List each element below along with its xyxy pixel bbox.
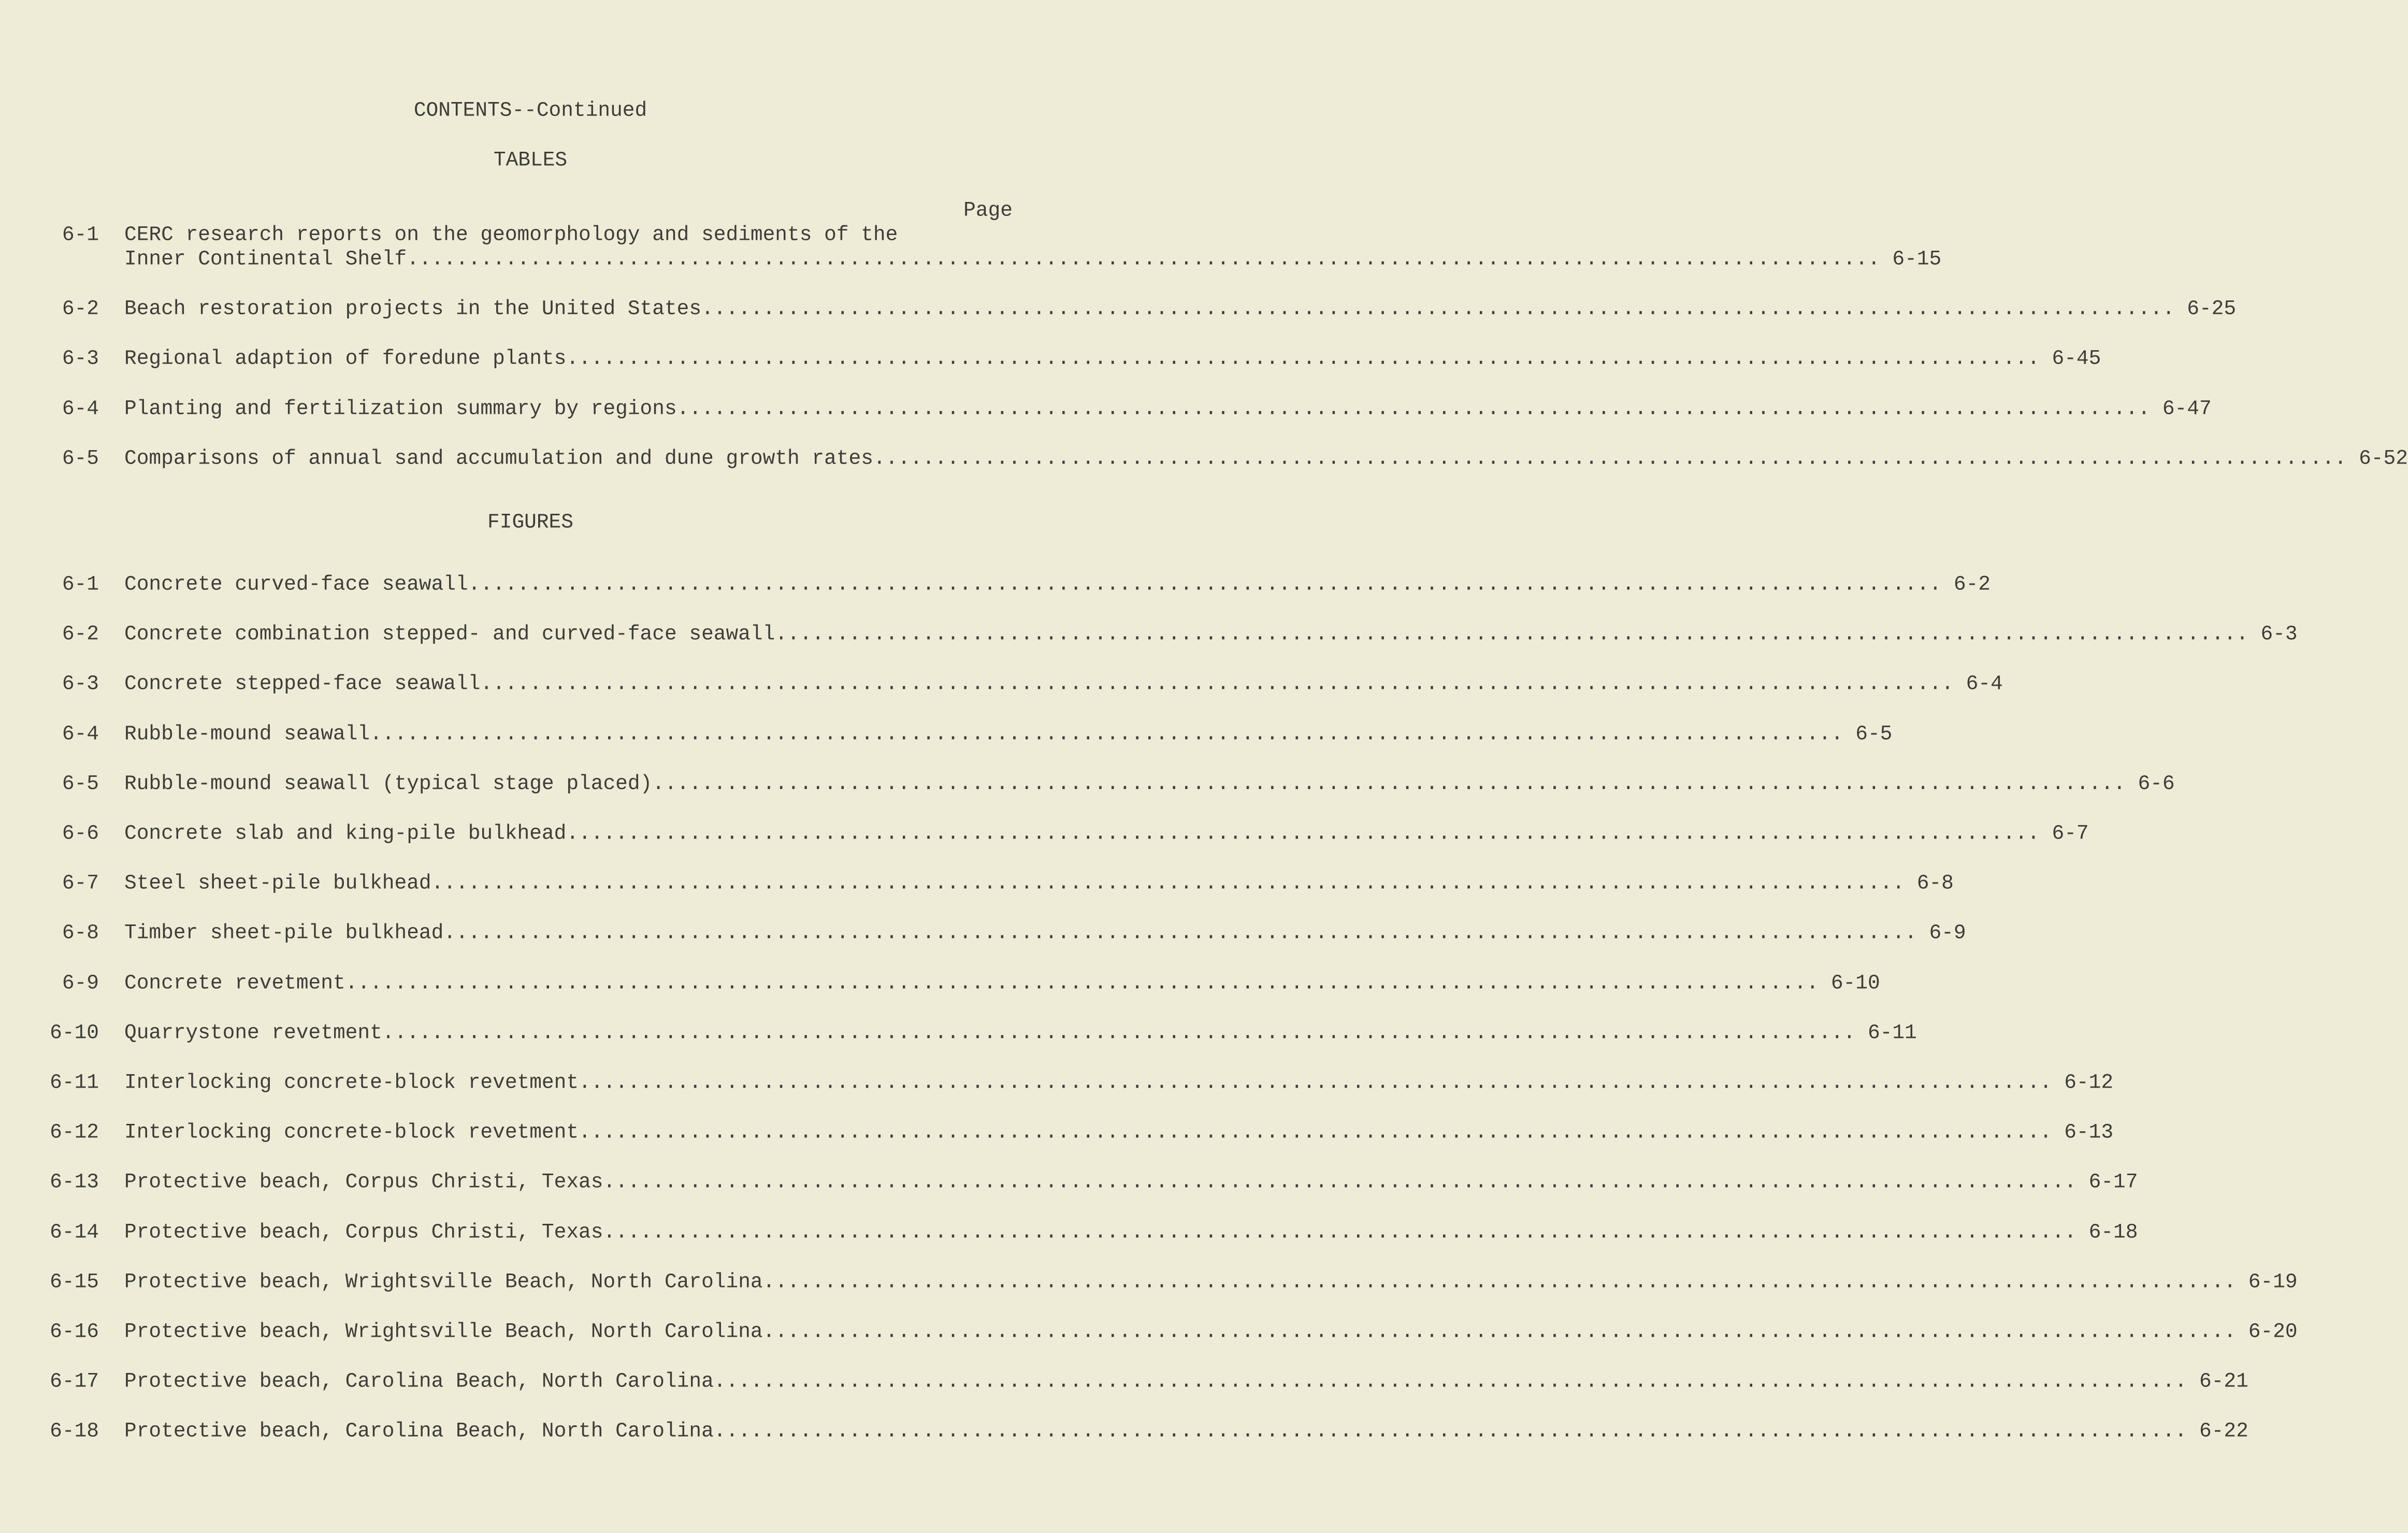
entry-number: 6-15 xyxy=(50,1270,99,1294)
entry-number: 6-13 xyxy=(50,1170,99,1194)
entry-page: 6-13 xyxy=(2064,1120,2114,1144)
entry-title: Interlocking concrete-block revetment xyxy=(124,1071,579,1094)
entry-page: 6-10 xyxy=(1830,971,1880,995)
entry-number: 6-14 xyxy=(50,1220,99,1244)
dot-leader: ........................................................................................................................ xyxy=(382,1021,1856,1045)
entry-title: Protective beach, Carolina Beach, North Carolina xyxy=(124,1369,714,1393)
entry-number: 6-11 xyxy=(50,1071,99,1094)
dot-leader: ........................................................................................................................ xyxy=(566,821,2040,845)
dot-leader: ........................................................................................................................ xyxy=(603,1170,2077,1194)
entry-page: 6-2 xyxy=(1953,572,1991,596)
dot-leader: ........................................................................................................................ xyxy=(407,247,1880,271)
dot-leader: ........................................................................................................................ xyxy=(468,572,1942,596)
dot-leader: ........................................................................................................................ xyxy=(873,446,2347,470)
entry-page: 6-52 xyxy=(2359,446,2408,470)
entry-title: Quarrystone revetment xyxy=(124,1021,382,1045)
dot-leader: ........................................................................................................................ xyxy=(701,297,2175,321)
entry-title: Concrete slab and king-pile bulkhead xyxy=(124,821,567,845)
entry-number: 6-7 xyxy=(62,871,99,895)
dot-leader: ........................................................................................................................ xyxy=(579,1071,2052,1094)
entry-number: 6-10 xyxy=(50,1021,99,1045)
entry-title: Concrete stepped-face seawall xyxy=(124,672,481,696)
entry-page: 6-17 xyxy=(2088,1170,2138,1194)
page-column-label: Page xyxy=(963,198,1013,222)
entry-title: Protective beach, Wrightsville Beach, North Carolina xyxy=(124,1270,763,1294)
dot-leader: ........................................................................................................................ xyxy=(762,1270,2237,1294)
entry-page: 6-5 xyxy=(1855,722,1893,746)
entry-number: 6-1 xyxy=(62,223,99,247)
dot-leader: ........................................................................................................................ xyxy=(566,346,2040,370)
entry-title: Inner Continental Shelf xyxy=(124,247,407,271)
entry-number: 6-1 xyxy=(62,572,99,596)
entry-page: 6-3 xyxy=(2260,622,2298,646)
entry-number: 6-4 xyxy=(62,722,99,746)
entry-title: Protective beach, Corpus Christi, Texas xyxy=(124,1170,603,1194)
entry-title: Concrete revetment xyxy=(124,971,345,995)
entry-title: Beach restoration projects in the United States xyxy=(124,297,702,321)
entry-title: Concrete combination stepped- and curved-face seawall xyxy=(124,622,775,646)
dot-leader: ........................................................................................................................ xyxy=(652,772,2126,796)
entry-title: Protective beach, Carolina Beach, North Carolina xyxy=(124,1419,714,1443)
dot-leader: ........................................................................................................................ xyxy=(676,397,2151,421)
entry-title: Protective beach, Wrightsville Beach, North Carolina xyxy=(124,1320,763,1343)
dot-leader: ........................................................................................................................ xyxy=(713,1419,2187,1443)
entry-title: Protective beach, Corpus Christi, Texas xyxy=(124,1220,603,1244)
dot-leader: ........................................................................................................................ xyxy=(775,622,2248,646)
entry-title: Regional adaption of foredune plants xyxy=(124,346,567,370)
entry-title: Rubble-mound seawall xyxy=(124,722,370,746)
entry-number: 6-5 xyxy=(62,772,99,796)
entry-title: Timber sheet-pile bulkhead xyxy=(124,921,444,945)
entry-page: 6-20 xyxy=(2248,1320,2298,1343)
entry-number: 6-3 xyxy=(62,672,99,696)
entry-title-line1: CERC research reports on the geomorphology and sediments of the xyxy=(124,223,898,247)
entry-number: 6-3 xyxy=(62,346,99,370)
entry-title: Comparisons of annual sand accumulation and dune growth rates xyxy=(124,446,873,470)
contents-title: CONTENTS--Continued xyxy=(413,98,647,122)
tables-heading: TABLES xyxy=(493,148,568,172)
entry-page: 6-22 xyxy=(2199,1419,2248,1443)
entry-page: 6-21 xyxy=(2199,1369,2248,1393)
entry-number: 6-9 xyxy=(62,971,99,995)
entry-number: 6-16 xyxy=(50,1320,99,1343)
entry-page: 6-19 xyxy=(2248,1270,2298,1294)
entry-number: 6-5 xyxy=(62,446,99,470)
dot-leader: ........................................................................................................................ xyxy=(713,1369,2187,1393)
entry-page: 6-6 xyxy=(2138,772,2175,796)
entry-page: 6-4 xyxy=(1966,672,2003,696)
dot-leader: ........................................................................................................................ xyxy=(370,722,1843,746)
entry-number: 6-12 xyxy=(50,1120,99,1144)
entry-page: 6-8 xyxy=(1916,871,1954,895)
entry-number: 6-2 xyxy=(62,622,99,646)
entry-page: 6-25 xyxy=(2187,297,2237,321)
entry-page: 6-45 xyxy=(2052,346,2101,370)
entry-page: 6-12 xyxy=(2064,1071,2114,1094)
entry-page: 6-47 xyxy=(2162,397,2212,421)
entry-number: 6-6 xyxy=(62,821,99,845)
dot-leader: ........................................................................................................................ xyxy=(762,1320,2237,1343)
entry-page: 6-15 xyxy=(1892,247,1942,271)
entry-number: 6-2 xyxy=(62,297,99,321)
entry-number: 6-8 xyxy=(62,921,99,945)
dot-leader: ........................................................................................................................ xyxy=(443,921,1917,945)
entry-title: Steel sheet-pile bulkhead xyxy=(124,871,431,895)
entry-number: 6-17 xyxy=(50,1369,99,1393)
figures-heading: FIGURES xyxy=(487,510,573,534)
dot-leader: ........................................................................................................................ xyxy=(345,971,1819,995)
dot-leader: ........................................................................................................................ xyxy=(603,1220,2077,1244)
entry-title: Rubble-mound seawall (typical stage placed) xyxy=(124,772,653,796)
entry-number: 6-4 xyxy=(62,397,99,421)
entry-title: Interlocking concrete-block revetment xyxy=(124,1120,579,1144)
dot-leader: ........................................................................................................................ xyxy=(431,871,1905,895)
entry-page: 6-18 xyxy=(2088,1220,2138,1244)
dot-leader: ........................................................................................................................ xyxy=(480,672,1954,696)
entry-page: 6-7 xyxy=(2052,821,2089,845)
entry-page: 6-9 xyxy=(1929,921,1966,945)
entry-title: Planting and fertilization summary by regions xyxy=(124,397,677,421)
dot-leader: ........................................................................................................................ xyxy=(579,1120,2052,1144)
entry-number: 6-18 xyxy=(50,1419,99,1443)
entry-page: 6-11 xyxy=(1867,1021,1917,1045)
entry-title: Concrete curved-face seawall xyxy=(124,572,468,596)
